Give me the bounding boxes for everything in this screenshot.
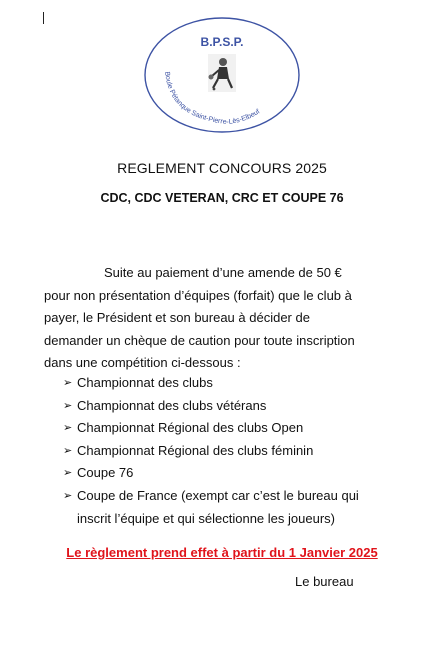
- document-subtitle: CDC, CDC VETERAN, CRC ET COUPE 76: [100, 191, 344, 205]
- list-item-line: inscrit l’équipe et qui sélectionne les joueurs): [77, 510, 335, 526]
- list-item: [63, 395, 423, 418]
- list-item: [63, 417, 423, 440]
- arrow-bullet-icon: ➢: [63, 377, 73, 389]
- arrow-bullet-icon: ➢: [63, 399, 73, 412]
- list-item: [63, 462, 423, 485]
- arrow-bullet-icon: ➢: [63, 444, 73, 457]
- list-item-line: Coupe de France (exempt car c’est le bureau qui: [77, 487, 359, 503]
- list-item-text: [77, 485, 359, 530]
- list-item: [63, 440, 423, 463]
- effective-date-notice: Le règlement prend effet à partir du 1 Janvier 2025: [66, 545, 378, 560]
- petanque-player-icon: [208, 54, 236, 92]
- document-title: REGLEMENT CONCOURS 2025: [117, 160, 327, 176]
- body-paragraph: [44, 262, 404, 375]
- list-item: [63, 485, 423, 530]
- paragraph-line: Suite au paiement d’une amende de 50 €: [104, 265, 342, 280]
- list-item-text: Coupe 76: [77, 465, 134, 481]
- logo-title: B.P.S.P.: [200, 35, 244, 49]
- paragraph-line: dans une compétition ci-dessous :: [44, 355, 241, 371]
- logo-graphic: [143, 16, 301, 134]
- competition-list: [63, 372, 423, 530]
- list-item: [63, 372, 423, 395]
- arrow-bullet-icon: ➢: [63, 489, 73, 502]
- paragraph-line: pour non présentation d’équipes (forfait) que le club à: [44, 287, 352, 303]
- arrow-bullet-icon: ➢: [63, 422, 73, 435]
- logo-ring-text: Boule Pétanque Saint-Pierre-Lès-Elbeuf: [163, 71, 262, 127]
- paragraph-line: demander un chèque de caution pour toute inscription: [44, 332, 355, 348]
- list-item-text: Championnat Régional des clubs féminin: [77, 442, 314, 458]
- list-item-text: Championnat Régional des clubs Open: [77, 420, 304, 436]
- club-logo: [143, 16, 301, 134]
- list-item-text: Championnat des clubs vétérans: [77, 397, 267, 413]
- signature: Le bureau: [295, 574, 354, 589]
- arrow-bullet-icon: ➢: [63, 467, 73, 480]
- text-cursor: [43, 12, 44, 24]
- paragraph-line: payer, le Président et son bureau à décider de: [44, 310, 310, 326]
- list-item-text: Championnat des clubs: [77, 375, 213, 390]
